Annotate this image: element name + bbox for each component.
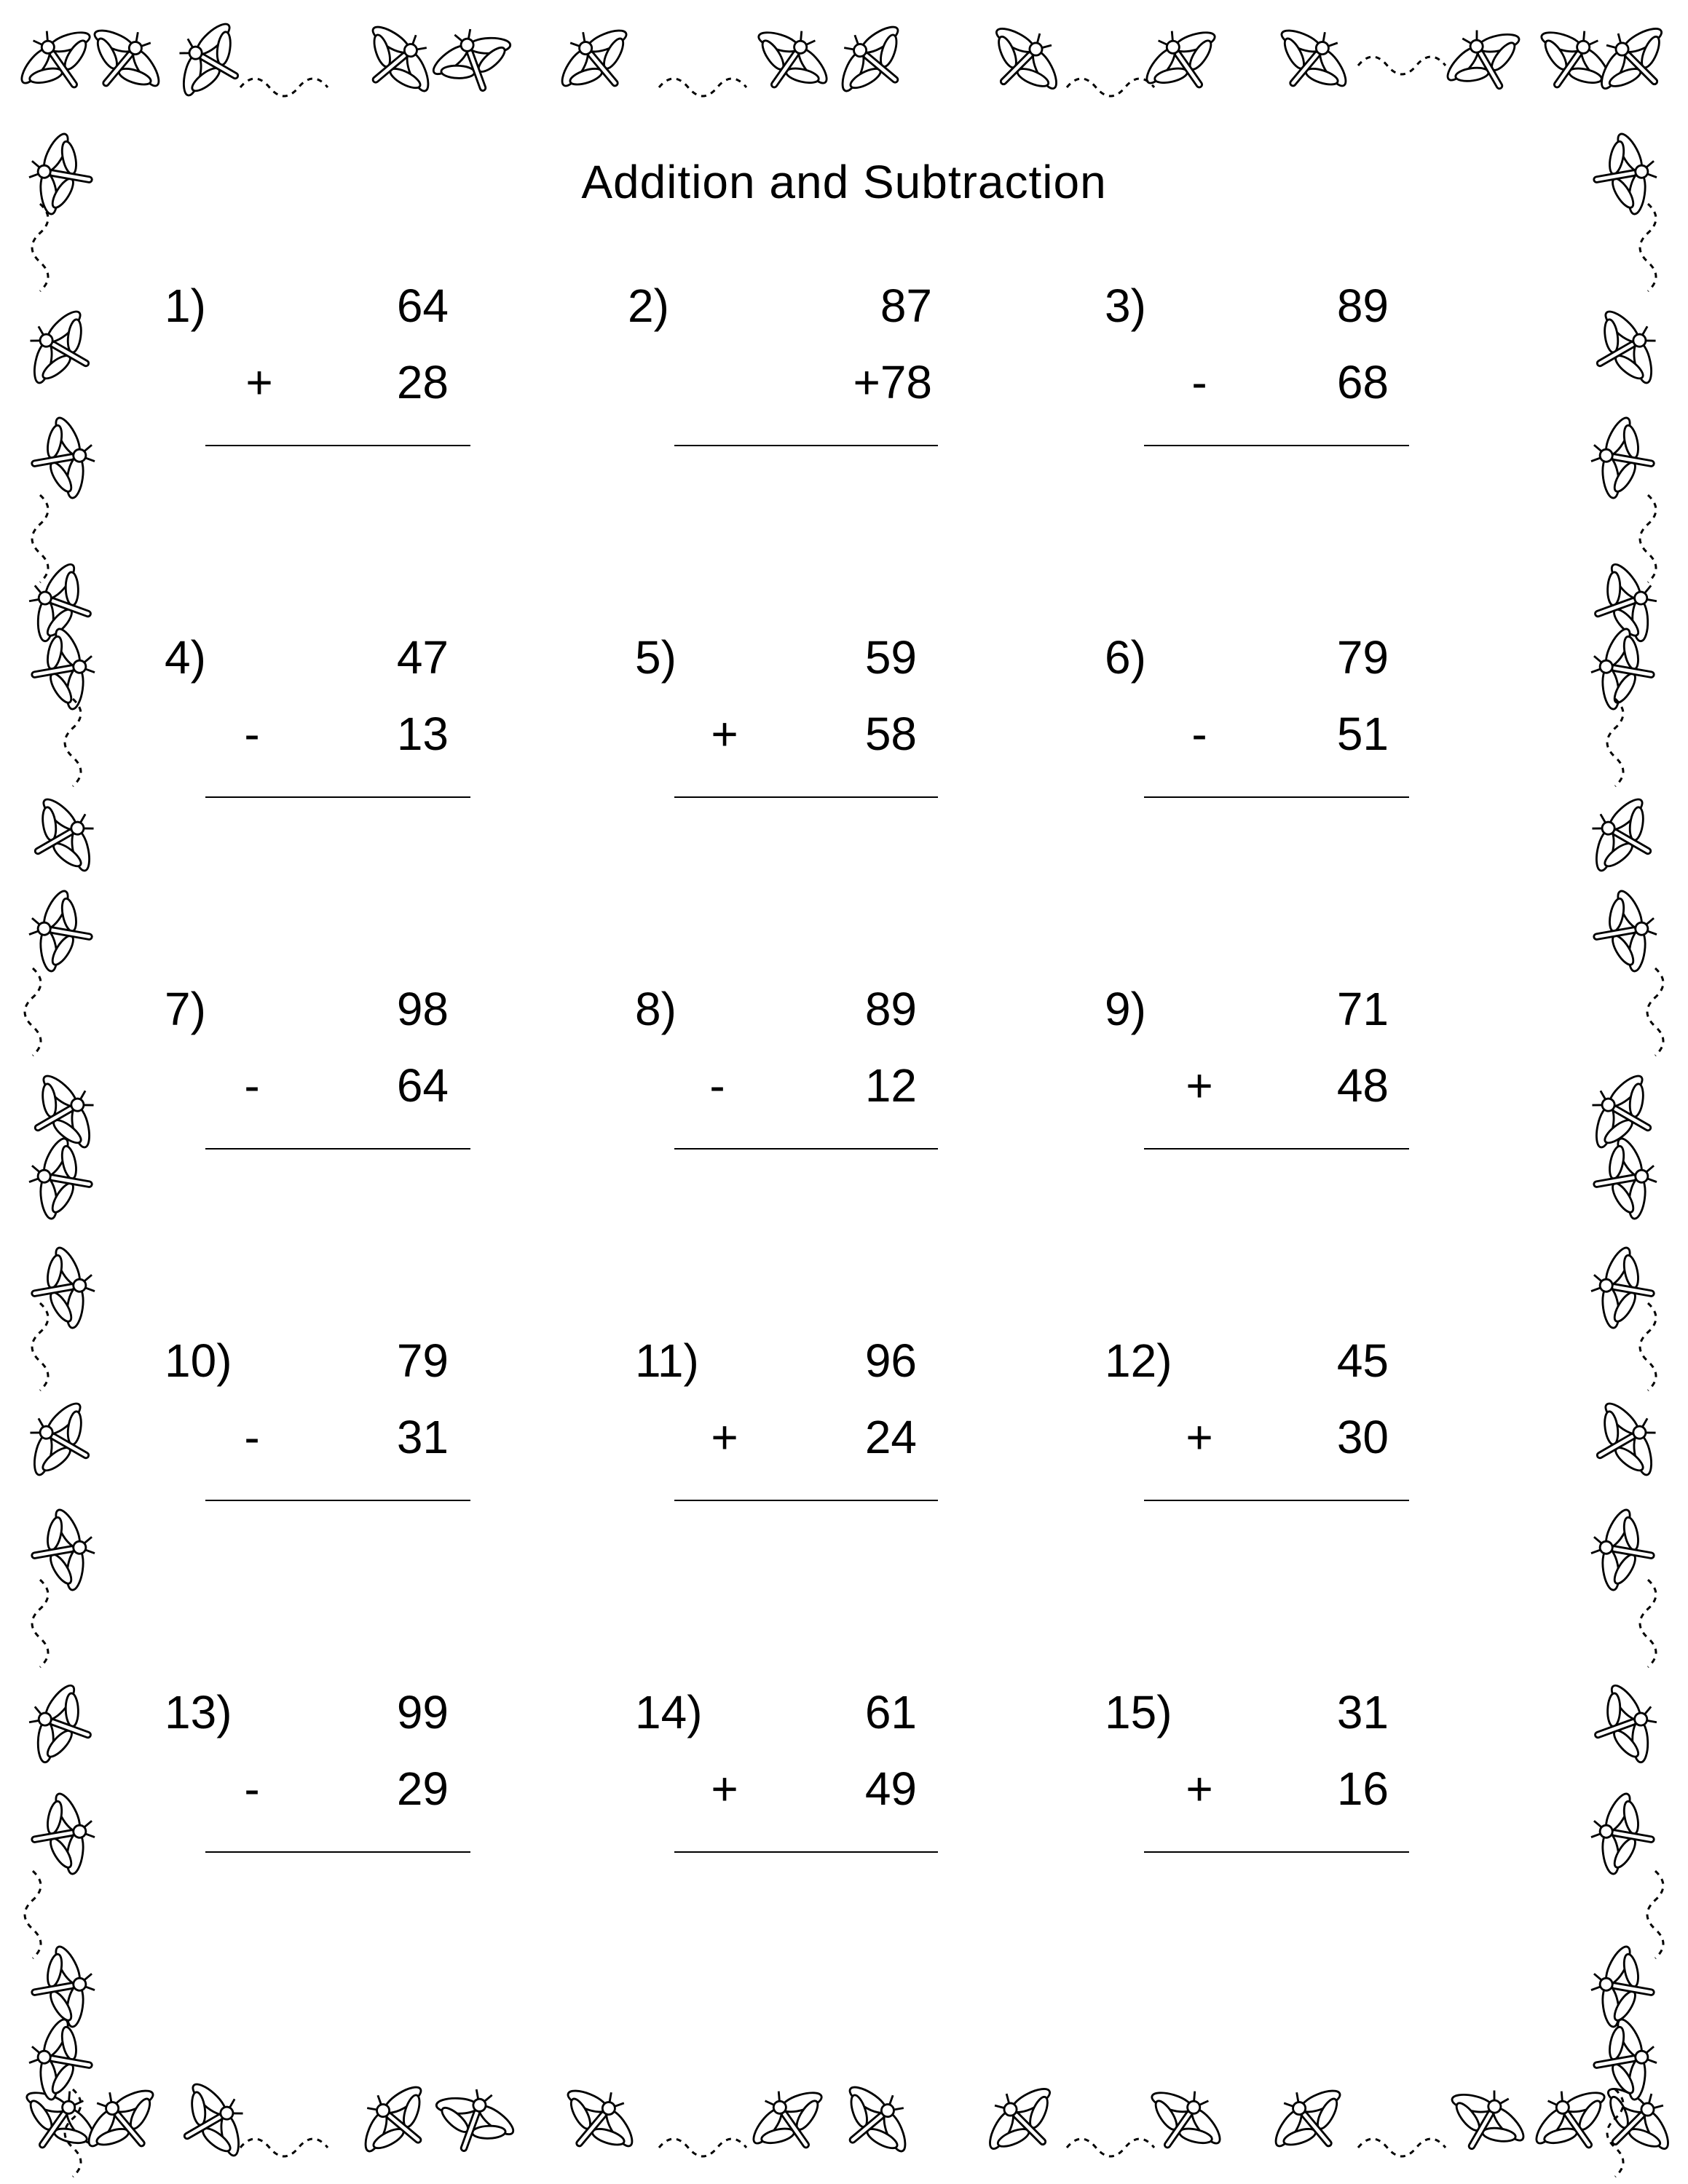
dragonfly-icon <box>422 17 524 106</box>
problem-1 <box>165 273 470 462</box>
problem-number: 1) <box>165 280 206 332</box>
problem-13 <box>165 1679 470 1869</box>
dragonfly-icon <box>737 2071 843 2172</box>
dragonfly-trail <box>240 79 328 96</box>
operator-sign: + <box>245 356 273 408</box>
problem-number: 7) <box>165 983 206 1035</box>
problem-4 <box>165 625 470 814</box>
problem-number: 15) <box>1105 1686 1172 1738</box>
answer-line <box>205 796 470 798</box>
dragonfly-icon <box>25 1787 101 1882</box>
bottom-operand: 48 <box>1336 1059 1389 1112</box>
dragonfly-icon <box>1576 1388 1673 1494</box>
dragonfly-icon <box>1585 622 1662 717</box>
answer-line <box>1144 445 1409 446</box>
bottom-operand: 64 <box>396 1059 449 1112</box>
dragonfly-icon <box>23 884 100 979</box>
top-operand: 99 <box>396 1686 449 1738</box>
answer-line <box>674 1148 938 1150</box>
problem-6 <box>1105 625 1411 814</box>
dragonfly-icon <box>1585 1787 1662 1882</box>
problem-number: 4) <box>165 631 206 684</box>
top-operand: 79 <box>396 1334 449 1387</box>
answer-line <box>205 1148 470 1150</box>
dragonfly-icon <box>971 9 1076 114</box>
problem-number: 13) <box>165 1686 232 1738</box>
dragonfly-trail <box>1640 1303 1656 1390</box>
problem-2 <box>628 273 938 462</box>
problem-number: 2) <box>628 280 669 332</box>
dragonfly-trail <box>1067 79 1154 96</box>
operator-sign: - <box>244 1762 260 1815</box>
bottom-operand: 51 <box>1336 708 1389 760</box>
dragonfly-icon <box>544 10 650 113</box>
answer-line <box>1144 1148 1409 1150</box>
dragonfly-trail <box>1647 968 1663 1056</box>
problem-11 <box>635 1328 941 1517</box>
dragonfly-trail <box>32 204 48 291</box>
dragonfly-icon <box>822 9 925 114</box>
dragonfly-icon <box>1585 411 1662 506</box>
operator-sign: - <box>244 708 260 760</box>
problem-14 <box>635 1679 941 1869</box>
answer-line <box>205 445 470 446</box>
top-operand: 61 <box>864 1686 917 1738</box>
operator-sign: + <box>711 708 738 760</box>
problem-8 <box>635 976 941 1166</box>
dragonfly-icon <box>346 9 449 114</box>
page-title: Addition and Subtraction <box>581 156 1107 208</box>
problem-number: 8) <box>635 983 677 1035</box>
dragonfly-icon <box>970 2069 1075 2174</box>
dragonfly-trail <box>32 495 48 582</box>
dragonfly-trail <box>32 1303 48 1390</box>
dragonfly-icon <box>17 1674 106 1776</box>
top-operand: 47 <box>396 631 449 684</box>
dragonfly-icon <box>1576 296 1673 402</box>
dragonfly-icon <box>13 1388 110 1494</box>
operator-sign: - <box>709 1059 725 1112</box>
answer-line <box>674 445 938 446</box>
operator-sign: - <box>244 1059 260 1112</box>
problem-10 <box>165 1328 470 1517</box>
bottom-operand: 28 <box>396 356 449 408</box>
dragonfly-trail <box>1607 699 1623 786</box>
answer-line <box>674 1851 938 1853</box>
operator-sign: + <box>711 1762 738 1815</box>
problem-7 <box>165 976 470 1166</box>
dragonfly-trail <box>240 2139 328 2156</box>
problem-number: 11) <box>635 1334 699 1387</box>
dragonfly-trail <box>32 1580 48 1667</box>
problem-number: 12) <box>1105 1334 1172 1387</box>
top-operand: 87 <box>880 280 932 332</box>
dragonfly-trail <box>1640 1580 1656 1667</box>
dragonfly-icon <box>1585 1241 1662 1336</box>
bottom-operand: 68 <box>1336 356 1389 408</box>
bottom-operand: +78 <box>853 356 932 408</box>
bottom-operand: 24 <box>864 1411 917 1463</box>
dragonfly-trail <box>65 699 81 786</box>
problem-3 <box>1105 273 1411 462</box>
dragonfly-icon <box>25 1241 101 1336</box>
bottom-operand: 49 <box>864 1762 917 1815</box>
top-operand: 98 <box>396 983 449 1035</box>
top-operand: 64 <box>396 280 449 332</box>
dragonfly-icon <box>1575 784 1672 890</box>
problem-number: 6) <box>1105 631 1146 684</box>
dragonfly-trail <box>659 79 746 96</box>
bottom-operand: 12 <box>864 1059 917 1112</box>
problem-12 <box>1105 1328 1411 1517</box>
operator-sign: + <box>1186 1059 1213 1112</box>
operator-sign: + <box>1186 1762 1213 1815</box>
answer-line <box>205 1851 470 1853</box>
dragonfly-icon <box>345 2069 448 2175</box>
dragonfly-icon <box>823 2069 926 2175</box>
top-operand: 89 <box>1336 280 1389 332</box>
problem-5 <box>635 625 941 814</box>
operator-sign: - <box>244 1411 260 1463</box>
operator-sign: + <box>1186 1411 1213 1463</box>
answer-line <box>674 1500 938 1501</box>
bottom-operand: 30 <box>1336 1411 1389 1463</box>
dragonfly-trail <box>1640 495 1656 582</box>
dragonfly-icon <box>1433 2073 1539 2170</box>
top-operand: 31 <box>1336 1686 1389 1738</box>
dragonfly-icon <box>25 411 101 506</box>
dragonfly-icon <box>14 784 111 890</box>
problem-number: 5) <box>635 631 677 684</box>
dragonfly-icon <box>1131 2071 1237 2172</box>
answer-line <box>1144 1500 1409 1501</box>
problem-number: 10) <box>165 1334 232 1387</box>
dragonfly-trail <box>1647 1871 1663 1958</box>
dragonfly-trail <box>1640 204 1656 291</box>
problem-number: 3) <box>1105 280 1146 332</box>
dragonfly-trail <box>659 2139 746 2156</box>
operator-sign: - <box>1191 708 1207 760</box>
top-operand: 89 <box>864 983 917 1035</box>
dragonfly-icon <box>738 11 843 111</box>
dragonfly-icon <box>1585 1503 1662 1598</box>
top-operand: 71 <box>1336 983 1389 1035</box>
top-operand: 79 <box>1336 631 1389 684</box>
dragonfly-icon <box>5 11 111 111</box>
dragonfly-icon <box>163 2069 260 2175</box>
answer-line <box>1144 1851 1409 1853</box>
dragonfly-icon <box>422 2078 524 2166</box>
dragonfly-icon <box>1520 2071 1625 2172</box>
top-operand: 45 <box>1336 1334 1389 1387</box>
dragonfly-icon <box>25 1503 101 1598</box>
dragonfly-trail <box>1358 2139 1446 2156</box>
dragonfly-icon <box>1130 11 1236 111</box>
bottom-operand: 31 <box>396 1411 449 1463</box>
dragonfly-icon <box>1581 1674 1669 1776</box>
dragonfly-icon <box>162 9 259 114</box>
dragonfly-trail <box>1067 2139 1154 2156</box>
bottom-operand: 16 <box>1336 1762 1389 1815</box>
dragonfly-icon <box>1258 10 1364 113</box>
dragonfly-icon <box>1432 13 1538 110</box>
top-operand: 96 <box>864 1334 917 1387</box>
answer-line <box>674 796 938 798</box>
problem-15 <box>1105 1679 1411 1869</box>
dragonfly-trail <box>25 1871 41 1958</box>
top-operand: 59 <box>864 631 917 684</box>
dragonfly-icon <box>545 2070 650 2173</box>
problem-number: 9) <box>1105 983 1146 1035</box>
problem-number: 14) <box>635 1686 703 1738</box>
bottom-operand: 13 <box>396 708 449 760</box>
bottom-operand: 29 <box>396 1762 449 1815</box>
bottom-operand: 58 <box>864 708 917 760</box>
problem-9 <box>1105 976 1411 1166</box>
operator-sign: - <box>1191 356 1207 408</box>
dragonfly-icon <box>71 10 177 113</box>
dragonfly-icon <box>1587 884 1663 979</box>
dragonfly-icon <box>13 296 110 402</box>
answer-line <box>1144 796 1409 798</box>
answer-line <box>205 1500 470 1501</box>
dragonfly-trail <box>1358 57 1446 74</box>
dragonfly-icon <box>1258 2070 1363 2173</box>
operator-sign: + <box>711 1411 738 1463</box>
dragonfly-trail <box>25 968 41 1056</box>
dragonfly-icon <box>25 622 101 717</box>
